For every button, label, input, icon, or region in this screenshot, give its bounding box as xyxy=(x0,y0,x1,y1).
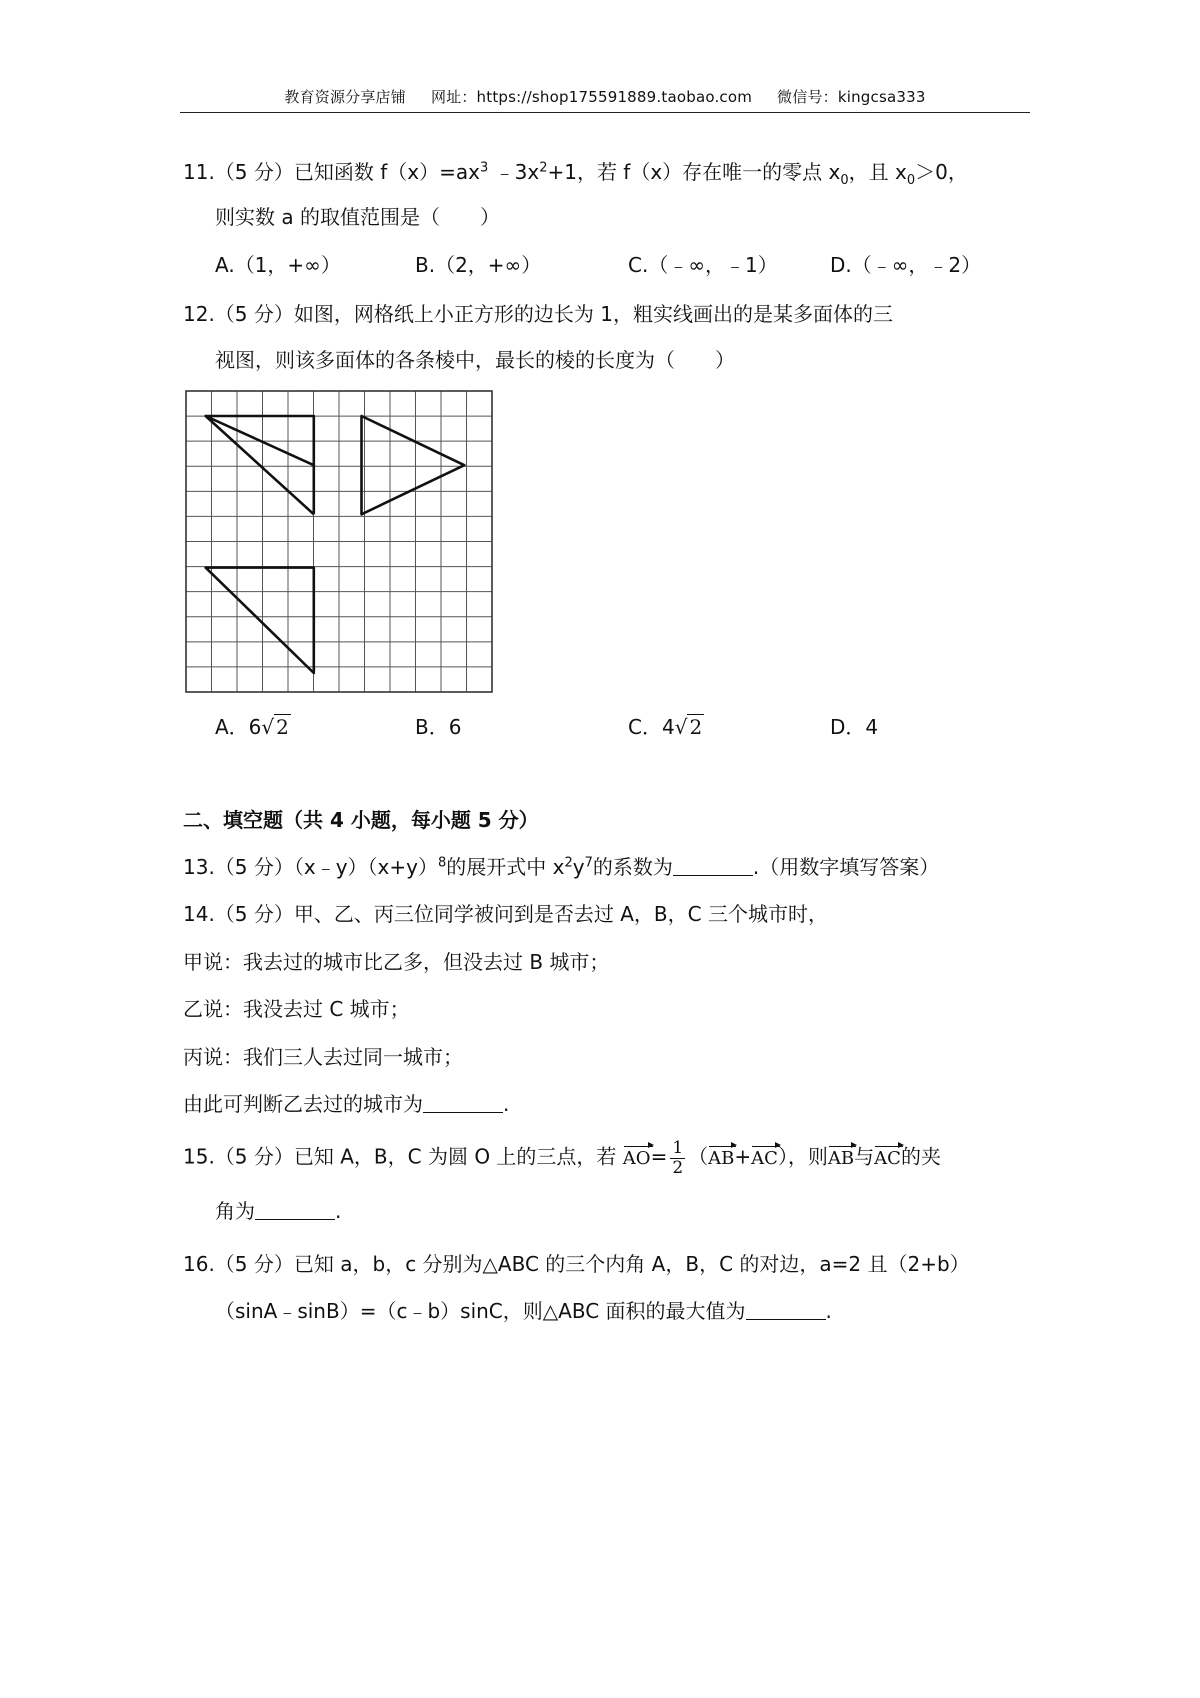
sqrt-symbol: √ 2 xyxy=(261,715,289,739)
page-header xyxy=(180,86,1030,107)
q14-line1: 14.（5 分）甲、乙、丙三位同学被问到是否去过 A，B，C 三个城市时， xyxy=(183,902,828,926)
fraction-one-half: $\frac{1}{2}$ xyxy=(672,1138,684,1178)
q12-option-d: D．4 xyxy=(830,715,879,739)
q14-line3: 乙说：我没去过 C 城市； xyxy=(183,997,410,1021)
q11-line1: 11.（5 分）已知函数 $f(x)=ax^3$ $﹣3x^2+1$，若 f（x）存在唯一的零点 $x_0$，且 $x_0>0$， xyxy=(183,160,968,188)
top-view-triangle xyxy=(206,568,314,673)
q11-option-a: A.（1，+∞） xyxy=(215,253,341,277)
header-shop: 教育资源分享店铺 xyxy=(284,88,406,106)
front-view-diagonals xyxy=(206,416,314,514)
q11-option-b: B.（2，+∞） xyxy=(415,253,542,277)
vector-ac: AC xyxy=(751,1147,778,1169)
vector-ab: AB xyxy=(827,1147,855,1169)
header-divider xyxy=(180,112,1030,113)
sqrt-symbol: √ 2 xyxy=(674,715,703,739)
q12-line1: 12.（5 分）如图，网格纸上小正方形的边长为 1，粗实线画出的是某多面体的三 xyxy=(183,302,893,326)
q11-option-d: D.（﹣∞，﹣2） xyxy=(830,253,982,277)
section2-title: 二、填空题（共 4 小题，每小题 5 分） xyxy=(183,808,539,832)
q15-line1: 15.（5 分）已知 A，B，C 为圆 O 上的三点，若 AO= $\frac{1}{2}$ （AB+AC），则AB与AC的夹 xyxy=(183,1138,941,1178)
header-wechat: 微信号：kingcsa333 xyxy=(777,88,926,106)
three-view-grid-figure xyxy=(185,390,495,695)
vector-ab: AB xyxy=(708,1147,735,1169)
answer-blank xyxy=(746,1303,826,1320)
vector-ac: AC xyxy=(874,1147,901,1169)
q14-line2: 甲说：我去过的城市比乙多，但没去过 B 城市； xyxy=(183,950,610,974)
q16-line1: 16.（5 分）已知 a，b，c 分别为△ABC 的三个内角 A，B，C 的对边，a=2 且（2+b） xyxy=(183,1252,970,1276)
q16-line2: （sinA﹣sinB）=（c﹣b）sinC，则△ABC 面积的最大值为 . xyxy=(215,1299,832,1323)
q14-line4: 丙说：我们三人去过同一城市； xyxy=(183,1045,463,1069)
q15-line2: 角为 . xyxy=(215,1199,342,1223)
answer-blank xyxy=(255,1203,335,1220)
q11-line2: 则实数 a 的取值范围是（ ） xyxy=(215,205,500,229)
q12-option-c: C．4√ 2 xyxy=(628,715,703,739)
header-url: 网址：https://shop175591889.taobao.com xyxy=(430,88,753,106)
side-view-triangle xyxy=(362,416,465,514)
q11-option-c: C.（﹣∞，﹣1） xyxy=(628,253,778,277)
q14-line5: 由此可判断乙去过的城市为 . xyxy=(183,1092,510,1116)
q12-line2: 视图，则该多面体的各条棱中，最长的棱的长度为（ ） xyxy=(215,348,735,372)
answer-blank xyxy=(423,1096,503,1113)
q12-option-b: B．6 xyxy=(415,715,462,739)
vector-ao: AO xyxy=(622,1147,651,1169)
q12-option-a: A．6√ 2 xyxy=(215,715,289,739)
q13-line: 13.（5 分）$(x﹣y)(x+y)^8$的展开式中 $x^2y^7$的系数为 .（用数字填写答案） xyxy=(183,855,940,879)
answer-blank xyxy=(673,859,753,876)
